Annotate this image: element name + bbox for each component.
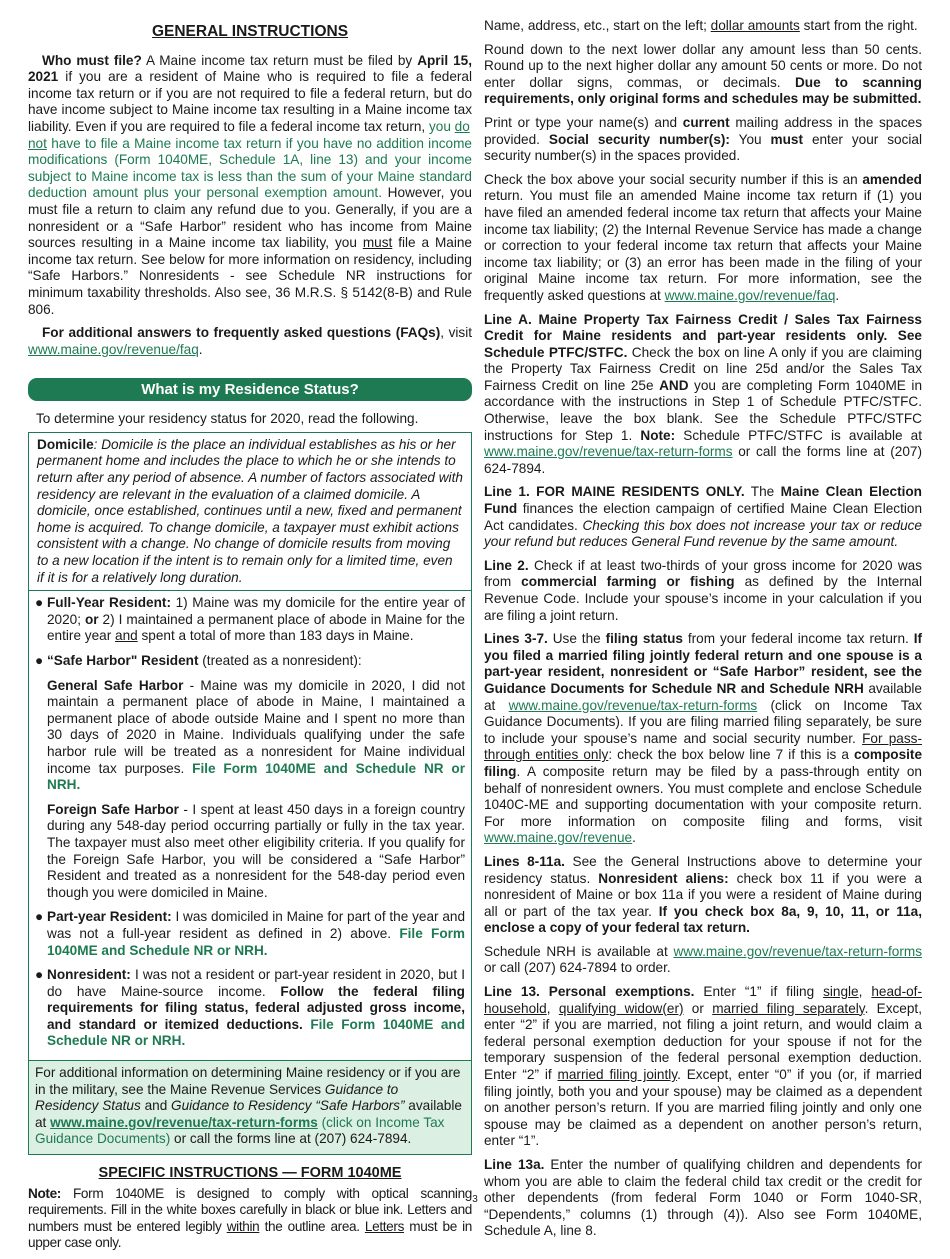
faq-paragraph: For additional answers to frequently asked questions (FAQs), visit www.maine.gov/revenue/faq. [28,325,472,357]
specific-instructions-title: SPECIFIC INSTRUCTIONS — FORM 1040ME [98,1165,402,1182]
left-column [28,22,472,1259]
print-type-paragraph: Print or type your name(s) and current mailing address in the spaces provided. Social security number(s): You must enter your social security number(s) in the spaces provided. [484,114,923,164]
line-13a-paragraph: Line 13a. Enter the number of qualifying children and dependents for whom you are able to claim the federal child tax credit or the credit for other dependents (from federal Form 1040 or Form 1040-SR, “Dependents,” columns (1) through (4)). Also see Form 1040ME, Schedule A, line 8. [484,1157,922,1239]
nonresident-item: ● Nonresident: I was not a resident or part-year resident in 2020, but I do have Maine-source income. Follow the federal filing requirements for filing status, federal adjusted gross income, and standard or itemized deductions. File Form 1040ME and Schedule NR or NRH. [35,967,465,1049]
guidance-forms-link[interactable]: www.maine.gov/revenue/tax-return-forms [508,697,758,713]
additional-info-box: For additional information on determining Maine residency or if you are in the military, see the Maine Revenue Services Guidance to Residency Status and Guidance to Residency “Safe Harbors” available at www.maine.gov/revenue/tax-return-forms (click on Income Tax Guidance Documents) or call the forms line at (207) 624-7894. [29,1060,471,1154]
nrh-forms-link[interactable]: www.maine.gov/revenue/tax-return-forms [673,943,922,959]
residency-intro: To determine your residency status for 2020, read the following. [36,411,419,427]
faq-link-2[interactable]: www.maine.gov/revenue/faq [664,287,836,303]
residency-bullets [29,591,471,1060]
general-safe-harbor: General Safe Harbor - Maine was my domicile in 2020, I did not maintain a permanent place of abode in Maine, I maintained a permanent place of abode outside Maine and I spent no more than 30 days of 2020 in Maine. Individuals qualifying under the safe harbor rule will be treated as a nonresident for Maine individual income tax purposes. File Form 1040ME and Schedule NR or NRH. [47,677,466,793]
schedule-nrh-paragraph: Schedule NRH is available at www.maine.gov/revenue/tax-return-forms or call (207) 624-7894 to order. [484,943,922,976]
revenue-link[interactable]: www.maine.gov/revenue [484,830,633,846]
amended-return-paragraph: Check the box above your social security number if this is an amended return. You must file an amended Maine income tax return if (1) you have filed an amended federal income tax return that affects your Maine income tax liability; (2) the Internal Revenue Service has made a change or correction to your federal income tax return that affects your Maine income tax liability; or (3) an error has been made in the filing of your original Maine income tax return. For more information, see the frequently asked questions at www.maine.gov/revenue/faq. [484,171,922,303]
bullet-icon: ● [35,653,44,668]
who-must-file-paragraph: Who must file? A Maine income tax return must be filed by April 15, 2021 if you are a resident of Maine who is required to file a federal income tax return or if you are not required to file a federal return, but do have income subject to Maine income tax resulting in a Maine income tax liability. Even if you are required to file a federal income tax return, you do not have to file a Maine income tax return if you have no addition income modifications (Form 1040ME, Schedule 1A, line 13) and your income subject to Maine income tax is less than the sum of your Maine standard deduction amount plus your personal exemption amount. However, you must file a return to claim any refund due to you. Generally, if you are a nonresident or a “Safe Harbor” resident who has income from Maine sources resulting in a Maine income tax liability, you must file a Maine income tax return. See below for more information on residency, including “Safe Harbors.” Nonresidents - see Schedule NR instructions for minimum taxability thresholds. Also see, 36 M.R.S. § 5142(8-B) and Rule 806. [28,52,472,317]
lines-8-11a-paragraph: Lines 8-11a. See the General Instructions above to determine your residency status. Nonresident aliens: check box 11 if you were a nonresident of Maine or box 11a if you were a resident of Maine during all or part of the tax year. If you check box 8a, 9, 10, 11, or 11a, enclose a copy of your federal tax return. [484,853,923,936]
bullet-icon: ● [35,967,44,983]
rounding-paragraph: Round down to the next lower dollar any amount less than 50 cents. Round up to the next higher dollar any amount 50 cents or more. Do not enter dollar signs, commas, or decimals. Due to scanning requirements, only original forms and schedules may be submitted. [484,41,922,107]
right-column [484,18,922,1247]
line-a-paragraph: Line A. Maine Property Tax Fairness Credit / Sales Tax Fairness Credit for Maine residents and part-year residents only. See Schedule PTFC/STFC. Check the box on line A only if you are claiming the Property Tax Fairness Credit on line 25d and/or the Sales Tax Fairness Credit on line 25e AND you are completing Form 1040ME in accordance with the instructions in Step 1 of Schedule PTFC/STFC. Otherwise, leave the box blank. See the Schedule PTFC/STFC instructions for Step 1. Note: Schedule PTFC/STFC is available at www.maine.gov/revenue/tax-return-forms or call the forms line at (207) 624-7894. [484,311,923,476]
lines-3-7-paragraph: Lines 3-7. Use the filing status from your federal income tax return. If you filed a married filing jointly federal return and one spouse is a part-year resident, nonresident or “Safe Harbor” resident, see the Guidance Documents for Schedule NR and Schedule NRH available at www.maine.gov/revenue/tax-return-forms (click on Income Tax Guidance Documents). If you are filing married filing separately, be sure to include your spouse’s name and social security number. For pass-through entities only: check the box below line 7 if this is a composite filing. A composite return may be filed by a pass-through entity on behalf of nonresident owners. You must complete and enclose Schedule 1040C-ME and supporting documentation with your composite return. For more information on composite filing and forms, visit www.maine.gov/revenue. [484,631,923,846]
tax-return-forms-link[interactable]: www.maine.gov/revenue/tax-return-forms [50,1114,318,1130]
safe-harbor-resident-item: ● “Safe Harbor" Resident (treated as a nonresident): [35,653,362,668]
residency-box [28,432,472,1155]
domicile-definition: Domicile: Domicile is the place an individual establishes as his or her permanent home and includes the place to which he or she intends to return after any period of absence. A number of factors associated with residency are relevant in the evaluation of a claimed domicile. A domicile, once established, continues until a new, fixed and permanent home is acquired. To change domicile, a taxpayer must exhibit actions consistent with a change. No change of domicile results from moving to a new location if the intent is to remain only for a limited time, even if it is for a relatively long duration. [29,433,471,591]
general-instructions-title: GENERAL INSTRUCTIONS [151,23,349,40]
full-year-resident-item: ● Full-Year Resident: 1) Maine was my domicile for the entire year of 2020; or 2) I maintained a permanent place of abode in Maine for the entire year and spent a total of more than 183 days in Maine. [35,595,465,644]
bullet-icon: ● [35,595,44,611]
name-address-paragraph: Name, address, etc., start on the left; dollar amounts start from the right. [484,18,918,33]
bullet-icon: ● [35,909,44,925]
page-number: 3 [472,1194,478,1205]
foreign-safe-harbor: Foreign Safe Harbor - I spent at least 450 days in a foreign country during any 548-day period occurring partially or fully in the tax year. The taxpayer must also meet other eligibility criteria. If you qualify for the Foreign Safe Harbor, you will be considered a “Safe Harbor” Resident and treated as a nonresident for the 548-day period even though you were domiciled in Maine. [47,801,465,900]
part-year-resident-item: ● Part-year Resident: I was domiciled in Maine for part of the year and was not a full-year resident as defined in 2) above. File Form 1040ME and Schedule NR or NRH. [35,909,466,958]
faq-link[interactable]: www.maine.gov/revenue/faq [28,341,199,357]
note-paragraph: Note: Form 1040ME is designed to comply with optical scanning requirements. Fill in the white boxes carefully in black or blue ink. Letters and numbers must be entered legibly within the outline area. Letters must be in upper case only. [28,1185,473,1251]
line-1-paragraph: Line 1. FOR MAINE RESIDENTS ONLY. The Maine Clean Election Fund finances the election campaign of certified Maine Clean Election Act candidates. Checking this box does not increase your tax or reduce your refund but reduces General Fund revenue by the same amount. [484,484,922,550]
line-13-paragraph: Line 13. Personal exemptions. Enter “1” if filing single, head-of-household, qualifying widow(er) or married filing separately. Except, enter “2” if you are married, not filing a joint return, and would claim a federal personal exemption deduction for your spouse if not for the temporary suspension of the federal personal exemption deduction. Enter “2” if married filing jointly. Except, enter “0” if you (or, if married filing jointly, both you and your spouse) may be claimed as a dependent on another person’s return. If you are married filing jointly and only one spouse may be claimed as a dependent on another person’s return, enter “1”. [484,984,922,1149]
ptfc-forms-link[interactable]: www.maine.gov/revenue/tax-return-forms [484,444,733,460]
line-2-paragraph: Line 2. Check if at least two-thirds of your gross income for 2020 was from commercial farming or fishing as defined by the Internal Revenue Code. Include your spouse’s income in your calculation if you are filing a joint return. [484,557,923,623]
residence-status-banner: What is my Residence Status? [28,378,472,401]
